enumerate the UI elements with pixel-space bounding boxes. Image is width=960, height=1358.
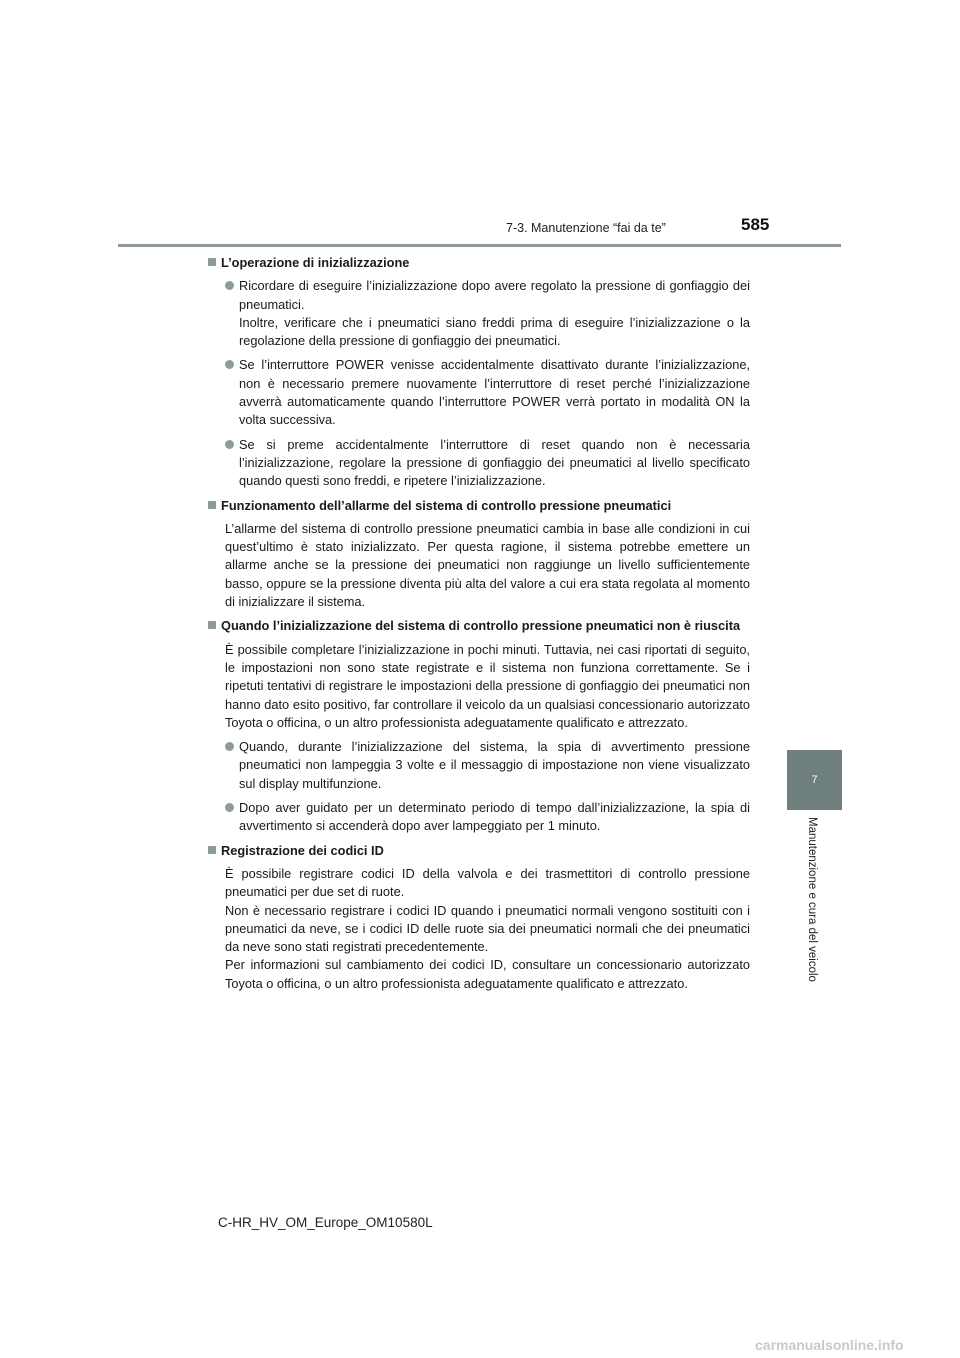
list-item-text: Se l’interruttore POWER venisse accidentalmente disattivato durante l’inizializzazione, non è necessario premere nuovamente l’interruttore di reset perché l’inizializzazione avverrà automaticamente quando l’interruttore POWER verrà portato in modalità ON la volta successiva. <box>239 357 750 428</box>
list-item-text: Quando, durante l’inizializzazione del sistema, la spia di avvertimento pressione pneumatici non lampeggia 3 volte e il messaggio di impostazione non viene visualizzato sul display multifunzione. <box>239 739 750 791</box>
list-item <box>208 436 750 491</box>
header-divider <box>118 244 841 247</box>
list-item-text: Dopo aver guidato per un determinato periodo di tempo dall’inizializzazione, la spia di avvertimento si accenderà dopo aver lampeggiato per 1 minuto. <box>239 800 750 834</box>
chapter-number: 7 <box>811 774 818 786</box>
page-number: 585 <box>741 215 770 234</box>
circle-bullet-icon <box>225 742 234 751</box>
section-initialization-failed <box>208 617 750 835</box>
section-heading <box>208 842 750 860</box>
circle-bullet-icon <box>225 360 234 369</box>
square-bullet-icon <box>208 501 216 509</box>
circle-bullet-icon <box>225 803 234 812</box>
section-alarm-operation <box>208 497 750 612</box>
list-item-text: Se si preme accidentalmente l’interruttore di reset quando non è necessaria l’inizializzazione, regolare la pressione di gonfiaggio dei pneumatici al livello specificato quando questi sono freddi, e ripetere l’inizializzazione. <box>239 436 750 489</box>
chapter-tab <box>787 750 842 810</box>
square-bullet-icon <box>208 258 216 266</box>
square-bullet-icon <box>208 846 216 854</box>
section-heading-text: Quando l’inizializzazione del sistema di controllo pressione pneumatici non è riuscita <box>221 618 741 634</box>
section-heading-text: Funzionamento dell’allarme del sistema di controllo pressione pneumatici <box>221 497 672 513</box>
paragraph-text: L’allarme del sistema di controllo pressione pneumatici cambia in base alle condizioni in cui quest’ultimo è stato inizializzato. Per questa ragione, il sistema potrebbe emettere un allarme anche se la pressione dei pneumatici non raggiunge un livello sufficientemente basso, oppure se la pressione diventa più alta del valore a cui era stata regolata al momento di inizializzare il sistema. <box>225 520 750 610</box>
section-heading-text: L’operazione di inizializzazione <box>221 255 410 270</box>
header-section-title: 7-3. Manutenzione “fai da te” <box>506 221 666 235</box>
list-item <box>208 277 750 350</box>
list-item <box>208 356 750 429</box>
square-bullet-icon <box>208 621 216 629</box>
paragraph-text: È possibile registrare codici ID della valvola e dei trasmettitori di controllo pressione pneumatici per due set di ruote. <box>225 865 750 900</box>
footer-document-id: C-HR_HV_OM_Europe_OM10580L <box>218 1215 433 1230</box>
section-heading-text: Registrazione dei codici ID <box>221 842 384 858</box>
circle-bullet-icon <box>225 281 234 290</box>
circle-bullet-icon <box>225 440 234 449</box>
section-heading <box>208 497 750 515</box>
paragraph <box>208 865 750 993</box>
section-heading <box>208 617 750 635</box>
section-id-registration <box>208 842 750 993</box>
chapter-title: Manutenzione e cura del veicolo <box>806 817 818 982</box>
list-item-text: Ricordare di eseguire l’inizializzazione dopo avere regolato la pressione di gonfiaggio dei pneumatici. <box>239 278 750 312</box>
watermark: carmanualsonline.info <box>755 1337 904 1353</box>
section-heading <box>208 254 750 272</box>
paragraph-text: Non è necessario registrare i codici ID quando i pneumatici normali vengono sostituiti con i pneumatici da neve, se i codici ID delle ruote sia dei pneumatici normali che dei pneumatici da neve sono stati registrati precedentemente. <box>225 902 750 955</box>
section-initialization <box>208 254 750 491</box>
paragraph <box>208 641 750 732</box>
paragraph-text: Per informazioni sul cambiamento dei codici ID, consultare un concessionario autorizzato Toyota o officina, o un altro professionista adeguatamente qualificato e attrezzato. <box>225 957 750 991</box>
list-item <box>208 738 750 793</box>
paragraph <box>208 520 750 611</box>
list-item-text: Inoltre, verificare che i pneumatici siano freddi prima di eseguire l’inizializzazione o la regolazione della pressione di gonfiaggio dei pneumatici. <box>239 314 750 349</box>
main-content <box>208 254 750 999</box>
paragraph-text: È possibile completare l’inizializzazione in pochi minuti. Tuttavia, nei casi riportati di seguito, le impostazioni non sono state registrate e il sistema non funziona correttamente. Se i ripetuti tentativi di registrare le impostazioni della pressione di gonfiaggio dei pneumatici non hanno dato esito positivo, far controllare il veicolo da un qualsiasi concessionario autorizzato Toyota o officina, o un altro professionista adeguatamente qualificato e attrezzato. <box>225 641 750 730</box>
list-item <box>208 799 750 836</box>
